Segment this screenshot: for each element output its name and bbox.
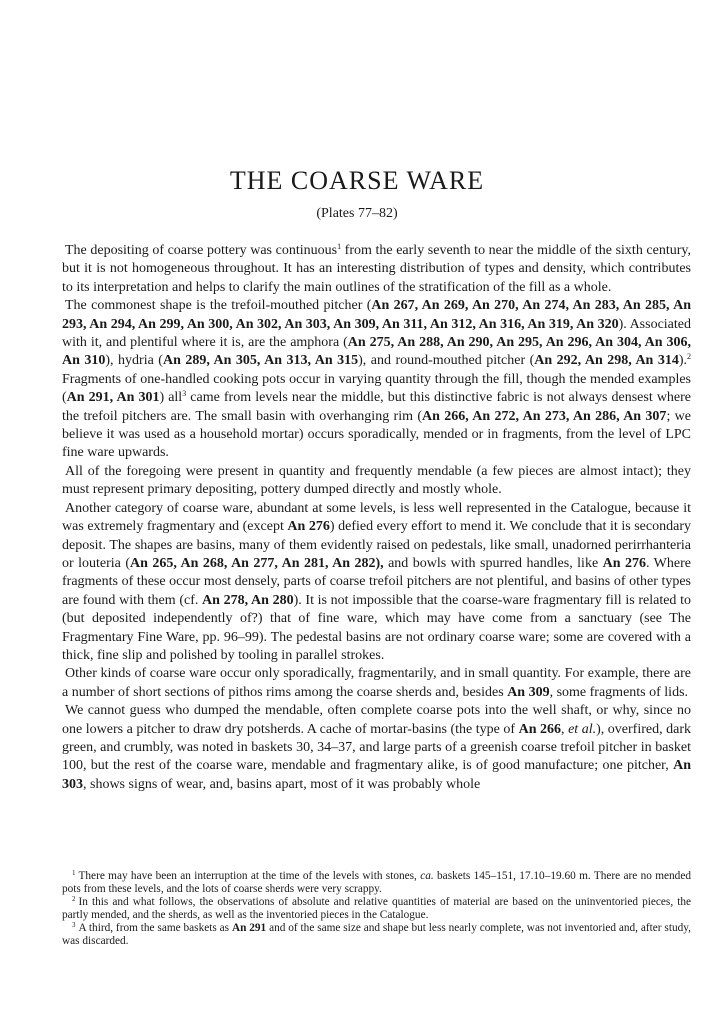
body-text	[62, 242, 691, 794]
footnote-marker: 3	[72, 921, 76, 929]
text-run: from the early seventh to near the middle of the sixth century, but it is not homogeneous throughout. It has an interesting distribution of types and density, which contributes to its interpretation and helps to clarify the main outlines of the stratification of the fill as a whole.	[62, 243, 691, 295]
body-paragraph	[62, 665, 691, 702]
text-run: ), overfired, dark green, and crumbly, was noted in baskets 30, 34–37, and large parts of a greenish coarse trefoil pitcher in basket 100, but the rest of the coarse ware, mendable and fragmentary alike, is of good manufacture; one pitcher,	[62, 721, 691, 774]
text-run: baskets 145–151, 17.10–19.60 m. There are no mended pots from these levels, and the lots of coarse sherds were very scrappy.	[62, 870, 691, 895]
italic-text: ca.	[420, 870, 434, 882]
text-run: The commonest shape is the trefoil-mouthed pitcher (	[65, 298, 372, 314]
plates-subtitle: (Plates 77–82)	[316, 206, 398, 221]
catalogue-reference: An 267, An 269, An 270, An 274, An 283, An 285, An 293, An 294, An 299, An 300, An 302, An 303, An 309, An 311, An 312, An 316, An 319, An 320	[62, 298, 691, 332]
footnote-marker: 2	[72, 895, 76, 903]
catalogue-reference: An 309	[507, 684, 550, 700]
footnote-marker: 2	[687, 352, 691, 362]
catalogue-reference: An 292, An 298, An 314	[534, 353, 679, 369]
text-run: A third, from the same baskets as	[78, 922, 232, 934]
footnote	[62, 922, 691, 948]
text-run: ). Associated with it, and plentiful where it is, are the amphora (	[62, 316, 691, 351]
text-run: Another category of coarse ware, abundant at some levels, is less well represented in the Catalogue, because it was extremely fragmentary and (except	[62, 500, 691, 535]
text-run: In this and what follows, the observations of absolute and relative quantities of material are based on the uninventoried pieces, the partly mended, and the sherds, as well as the inventoried pieces in the Catalogue.	[62, 896, 691, 921]
text-run: ).	[678, 353, 687, 369]
text-run: , some fragments of lids.	[549, 684, 689, 700]
catalogue-reference: An 276	[602, 555, 646, 571]
text-run: ), hydria (	[105, 353, 163, 369]
body-paragraph	[62, 500, 691, 666]
footnote-marker: 1	[337, 242, 342, 251]
text-run: ). It is not impossible that the coarse-ware fragmentary fill is related to (but deposited independently of?) that of fine ware, which may have come from a sanctuary (see The Fragmentary Fine Ware, pp. 96–99). The pedestal basins are not ordinary coarse ware; some are covered with a thick, fine slip and polished by tooling in parallel strokes.	[62, 592, 691, 663]
text-run: We cannot guess who dumped the mendable, often complete coarse pots into the well shaft, or why, since no one lowers a pitcher to draw dry potsherds. A cache of mortar-basins (the type of	[62, 703, 691, 737]
text-run: . Where fragments of these occur most densely, parts of coarse trefoil pitchers are not plentiful, and basins of other types are found with them (cf.	[62, 555, 691, 608]
catalogue-reference: An 275, An 288, An 290, An 295, An 296, An 304, An 306, An 310	[62, 335, 691, 369]
catalogue-reference: An 265, An 268, An 277, An 281, An 282),	[130, 555, 384, 571]
catalogue-reference: An 289, An 305, An 313, An 315	[162, 353, 359, 369]
text-run: There may have been an interruption at the time of the levels with stones,	[78, 870, 421, 882]
text-run: and of the same size and shape but less nearly complete, was not inventoried and, after study, was discarded.	[62, 922, 692, 947]
text-run: , shows signs of wear, and, basins apart, most of it was probably whole	[83, 776, 481, 792]
footnote-marker: 3	[182, 389, 187, 399]
footnote-marker: 1	[72, 869, 76, 877]
catalogue-reference: An 291	[231, 922, 267, 934]
text-run: Other kinds of coarse ware occur only sporadically, fragmentarily, and in small quantity. For example, there are a number of short sections of pithos rims among the coarse sherds and, besides	[62, 666, 691, 700]
catalogue-reference: An 303	[62, 758, 691, 792]
catalogue-reference: An 266	[518, 721, 562, 737]
body-paragraph	[62, 463, 691, 500]
text-run: Fragments of one-handled cooking pots occur in varying quantity through the fill, though the mended examples (	[62, 371, 691, 406]
text-run: ,	[561, 721, 569, 737]
text-run: came from levels near the middle, but this distinctive fabric is not always densest where the trefoil pitchers are. The small basin with overhanging rim (	[62, 390, 692, 424]
body-paragraph	[62, 297, 691, 463]
catalogue-reference: An 276	[287, 519, 330, 535]
footnote	[62, 870, 691, 896]
catalogue-reference: An 278, An 280	[202, 592, 294, 608]
body-paragraph	[62, 242, 691, 297]
text-run: ), and round-mouthed pitcher (	[358, 353, 535, 369]
text-run: ) all	[159, 390, 183, 406]
text-run: The depositing of coarse pottery was continuous	[65, 243, 338, 258]
catalogue-reference: An 291, An 301	[66, 390, 160, 406]
text-run: All of the foregoing were present in quantity and frequently mendable (a few pieces are almost intact); they must represent primary depositing, pottery dumped directly and mostly whole.	[62, 463, 691, 498]
footnotes	[62, 870, 691, 948]
italic-text: et al.	[568, 721, 597, 737]
body-paragraph	[62, 702, 691, 794]
page-title: THE COARSE WARE	[229, 166, 485, 195]
footnote	[62, 896, 691, 922]
catalogue-reference: An 266, An 272, An 273, An 286, An 307	[421, 408, 667, 424]
text-run: and bowls with spurred handles, like	[383, 555, 603, 571]
text-run: ; we believe it was used as a household mortar) occurs sporadically, mended or in fragments, from the level of LPC fine ware upwards.	[62, 408, 691, 461]
text-run: ) defied every effort to mend it. We conclude that it is secondary deposit. The shapes are basins, many of them evidently raised on pedestals, like small, unadorned perirrhanteria or louteria (	[62, 519, 691, 571]
